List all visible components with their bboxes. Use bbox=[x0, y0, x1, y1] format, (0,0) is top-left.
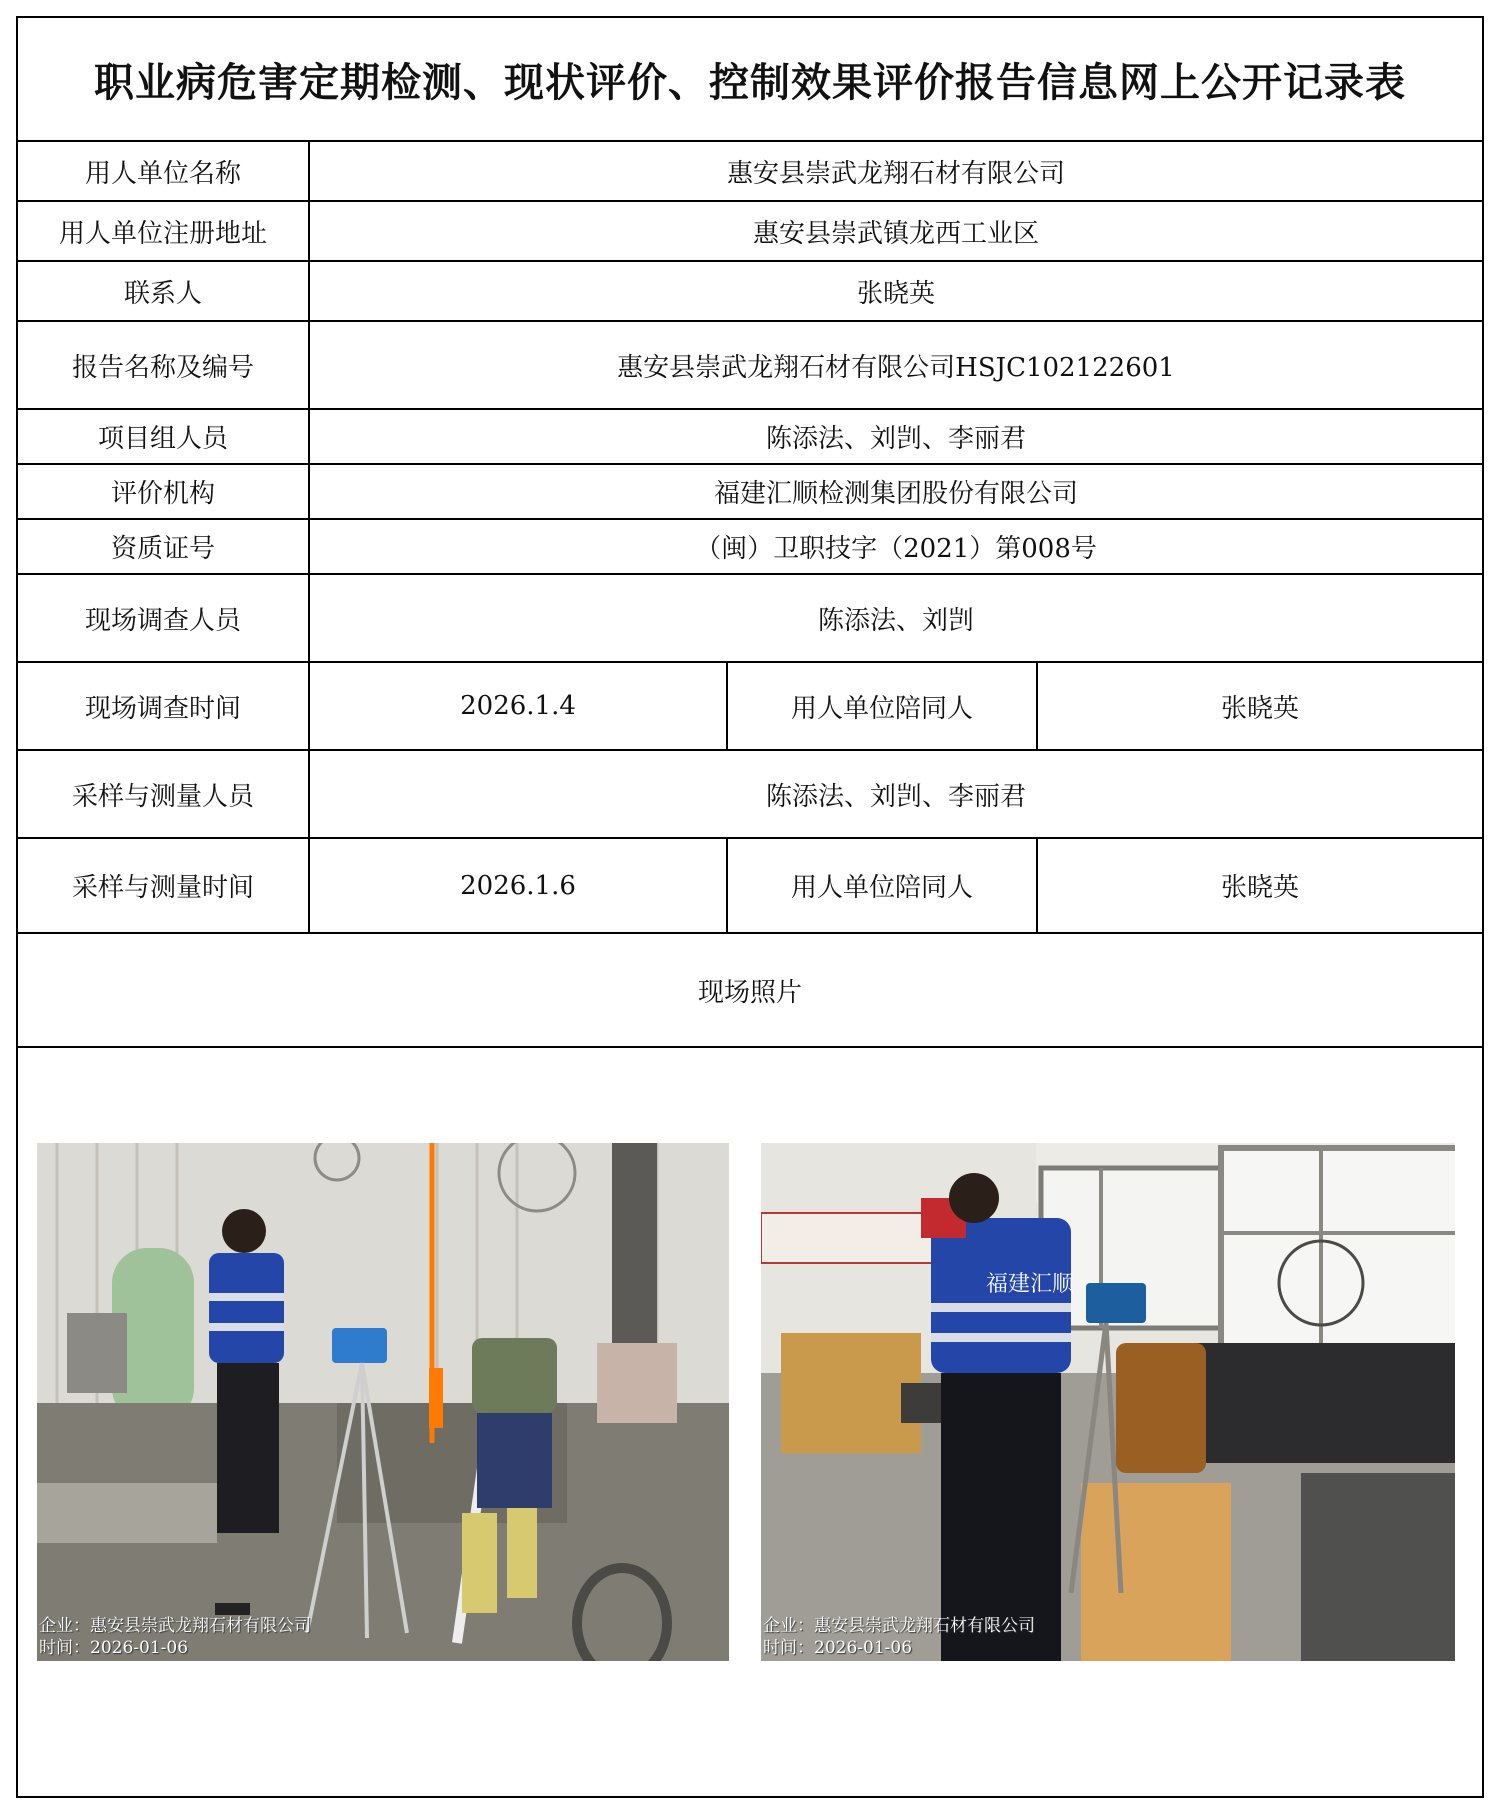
photos-header: 现场照片 bbox=[18, 934, 1482, 1048]
label-qualification-no: 资质证号 bbox=[18, 520, 310, 573]
row-sampling-time bbox=[18, 839, 1482, 934]
row-contact bbox=[18, 262, 1482, 322]
value-contact: 张晓英 bbox=[856, 278, 935, 309]
label-survey-escort: 用人单位陪同人 bbox=[728, 663, 1038, 749]
value-employer-name: 惠安县崇武龙翔石材有限公司 bbox=[726, 158, 1065, 189]
value-survey-staff: 陈添法、刘剀 bbox=[817, 605, 974, 636]
row-project-team bbox=[18, 410, 1482, 465]
label-survey-time: 现场调查时间 bbox=[18, 663, 310, 749]
value-evaluation-org: 福建汇顺检测集团股份有限公司 bbox=[713, 479, 1078, 509]
label-sampling-time: 采样与测量时间 bbox=[18, 839, 310, 932]
site-photo-1 bbox=[37, 1143, 729, 1661]
photo-2-company-watermark: 企业：惠安县崇武龙翔石材有限公司 bbox=[763, 1616, 1035, 1636]
label-sampling-escort: 用人单位陪同人 bbox=[728, 839, 1038, 932]
label-project-team: 项目组人员 bbox=[18, 410, 310, 463]
value-report-name: 惠安县崇武龙翔石材有限公司HSJC102122601 bbox=[617, 352, 1175, 383]
row-registered-address bbox=[18, 202, 1482, 262]
row-evaluation-org bbox=[18, 465, 1482, 520]
label-sampling-staff: 采样与测量人员 bbox=[18, 751, 310, 837]
value-survey-escort: 张晓英 bbox=[1220, 693, 1299, 724]
label-registered-address: 用人单位注册地址 bbox=[18, 202, 310, 260]
site-photo-2 bbox=[761, 1143, 1455, 1661]
row-employer-name bbox=[18, 142, 1482, 202]
document-title: 职业病危害定期检测、现状评价、控制效果评价报告信息网上公开记录表 bbox=[18, 18, 1482, 142]
label-report-name: 报告名称及编号 bbox=[18, 322, 310, 408]
row-sampling-staff bbox=[18, 751, 1482, 839]
row-qualification-no bbox=[18, 520, 1482, 575]
value-qualification-no: （闽）卫职技字（2021）第008号 bbox=[695, 534, 1097, 564]
value-sampling-staff: 陈添法、刘剀、李丽君 bbox=[765, 781, 1026, 812]
record-sheet bbox=[16, 16, 1484, 1798]
row-survey-time bbox=[18, 663, 1482, 751]
value-registered-address: 惠安县崇武镇龙西工业区 bbox=[752, 218, 1039, 249]
photo-1-time-watermark: 时间：2026-01-06 bbox=[39, 1638, 189, 1658]
site-photo-2-image bbox=[761, 1143, 1455, 1661]
value-project-team: 陈添法、刘剀、李丽君 bbox=[765, 424, 1026, 454]
label-employer-name: 用人单位名称 bbox=[18, 142, 310, 200]
value-sampling-time: 2026.1.6 bbox=[310, 839, 728, 932]
label-evaluation-org: 评价机构 bbox=[18, 465, 310, 518]
value-sampling-escort: 张晓英 bbox=[1220, 873, 1299, 903]
label-survey-staff: 现场调查人员 bbox=[18, 575, 310, 661]
photo-1-company-watermark: 企业：惠安县崇武龙翔石材有限公司 bbox=[39, 1616, 311, 1636]
label-contact: 联系人 bbox=[18, 262, 310, 320]
value-survey-time: 2026.1.4 bbox=[310, 663, 728, 749]
row-report-name bbox=[18, 322, 1482, 410]
photo-2-time-watermark: 时间：2026-01-06 bbox=[763, 1638, 913, 1658]
row-survey-staff bbox=[18, 575, 1482, 663]
site-photo-1-image bbox=[37, 1143, 729, 1661]
vest-logo-text: 福建汇顺 bbox=[986, 1272, 1075, 1297]
